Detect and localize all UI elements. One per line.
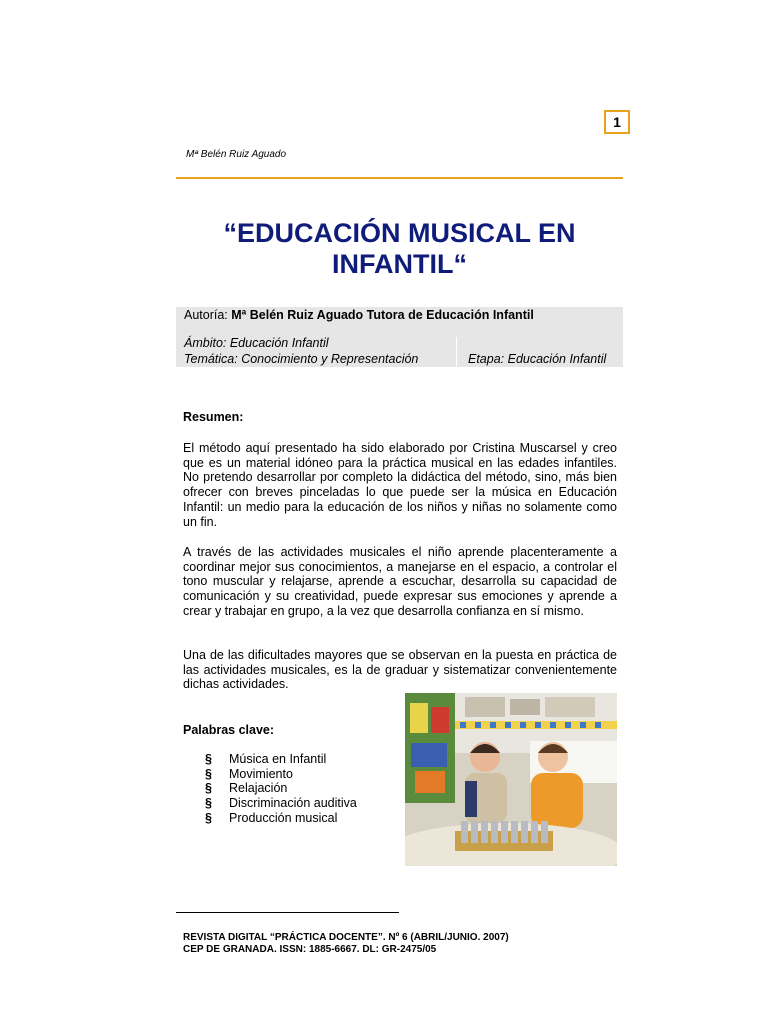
bullet-icon: § [205, 766, 212, 781]
page-footer [183, 932, 509, 956]
footnote-divider [176, 912, 399, 913]
running-author-header: Mª Belén Ruiz Aguado [186, 149, 287, 160]
theme-row: Temática: Conocimiento y Representación [184, 352, 419, 366]
info-divider [456, 337, 457, 367]
keywords-list [205, 752, 357, 825]
summary-heading: Resumen: [183, 410, 244, 424]
keywords-heading: Palabras clave: [183, 723, 275, 737]
keyword-item [205, 767, 357, 782]
header-divider [176, 177, 623, 179]
authorship-label: Autoría: [184, 308, 232, 322]
keyword-text: Producción musical [229, 810, 338, 825]
article-title [176, 218, 623, 280]
authorship-value: Mª Belén Ruiz Aguado Tutora de Educación Infantil [231, 308, 534, 322]
bullet-icon: § [205, 781, 212, 796]
footer-line-2: CEP DE GRANADA. ISSN: 1885-6667. DL: GR-2475/05 [183, 944, 437, 955]
summary-paragraph-1: El método aquí presentado ha sido elaborado por Cristina Muscarsel y creo que es un material idóneo para la práctica musical en las edades infantiles. No pretendo desarrollar por completo la didáctica del método, sino, más bien ofrecer con breves pinceladas lo que puede ser la música en Educación Infantil: un medio para la educación de los niños y niñas no solamente como un fin. [183, 441, 617, 529]
footer-line-1: REVISTA DIGITAL “PRÁCTICA DOCENTE”. Nº 6 (ABRIL/JUNIO. 2007) [183, 932, 509, 943]
summary-paragraph-3: Una de las dificultades mayores que se observan en la puesta en práctica de las actividades musicales, es la de graduar y sistematizar convenientemente dichas actividades. [183, 648, 617, 692]
keyword-text: Relajación [229, 781, 288, 796]
keyword-item [205, 811, 357, 826]
scope-row: Ámbito: Educación Infantil [184, 336, 329, 350]
keyword-item [205, 781, 357, 796]
keyword-text: Música en Infantil [229, 752, 327, 766]
keyword-text: Discriminación auditiva [229, 796, 357, 811]
classroom-photo [405, 693, 617, 866]
title-line-1: “EDUCACIÓN MUSICAL EN [223, 218, 576, 248]
stage-row: Etapa: Educación Infantil [468, 352, 607, 366]
summary-paragraph-2: A través de las actividades musicales el niño aprende placenteramente a coordinar mejor sus conocimientos, a manejarse en el espacio, a controlar el tono muscular y relajarse, aprende a escuchar, desarrolla su capacidad de comunicación y su creatividad, puede expresar sus emociones y aprende a crear y trabajar en grupo, a la vez que desarrolla confianza en sí mismo. [183, 545, 617, 618]
bullet-icon: § [205, 752, 212, 766]
title-line-2: INFANTIL“ [332, 249, 467, 279]
keyword-item [205, 752, 357, 767]
page-number: 1 [604, 110, 630, 134]
keyword-text: Movimiento [229, 766, 293, 781]
keyword-item [205, 796, 357, 811]
article-info-box [176, 307, 623, 367]
bullet-icon: § [205, 810, 212, 825]
authorship-row [184, 308, 534, 322]
bullet-icon: § [205, 796, 212, 811]
